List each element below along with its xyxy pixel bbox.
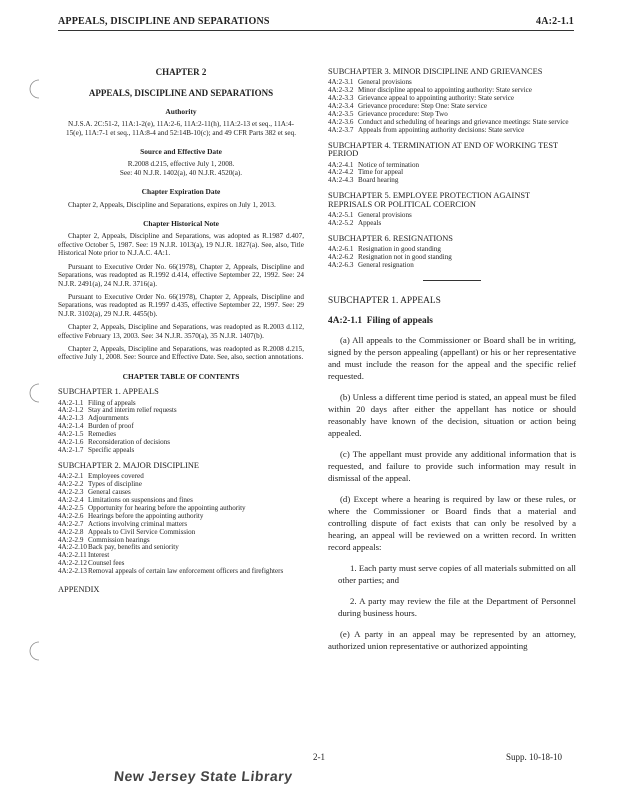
toc-number: 4A:2-6.3 xyxy=(328,261,354,270)
toc-number: 4A:2-2.11 xyxy=(58,551,87,560)
history-para: Chapter 2, Appeals, Discipline and Separations, was readopted as R.2008 d.215, effective July 1, 2008. See: Source and Effective Date. See, also, section annotations. xyxy=(58,344,304,362)
expiration-text: Chapter 2, Appeals, Discipline and Separations, expires on July 1, 2013. xyxy=(68,200,276,209)
running-header xyxy=(58,14,574,31)
chapter-label: CHAPTER 2 xyxy=(155,67,207,77)
toc-text: Actions involving criminal matters xyxy=(88,519,188,528)
page-number: 2-1 xyxy=(313,752,325,762)
authority-heading: Authority xyxy=(165,106,197,116)
toc-number: 4A:2-4.2 xyxy=(328,168,354,177)
history-heading: Chapter Historical Note xyxy=(143,219,219,229)
toc-text: Employees covered xyxy=(88,472,144,481)
toc-number: 4A:2-2.12 xyxy=(58,559,87,568)
toc-number: 4A:2-3.6 xyxy=(328,117,354,126)
toc-number: 4A:2-2.3 xyxy=(58,488,84,497)
toc-number: 4A:2-1.2 xyxy=(58,406,84,415)
header-title: APPEALS, DISCIPLINE AND SEPARATIONS xyxy=(58,16,270,27)
toc-number: 4A:2-2.1 xyxy=(58,472,84,481)
toc-number: 4A:2-1.4 xyxy=(58,422,84,431)
section-title: Filing of appeals xyxy=(366,316,433,327)
history-para: Pursuant to Executive Order No. 66(1978), Chapter 2, Appeals, Discipline and Separations, was readopted as R.1992 d.414, effective September 22, 1992. See: 24 N.J.R. 2491(a), 24 N.J.R. 3716(a). xyxy=(58,262,304,288)
chapter-title: APPEALS, DISCIPLINE AND SEPARATIONS xyxy=(88,88,274,99)
section-heading xyxy=(328,315,576,327)
toc-number: 4A:2-1.7 xyxy=(58,446,84,454)
toc-text: Minor discipline appeal to appointing authority: State service xyxy=(358,86,532,95)
toc-text: Remedies xyxy=(88,430,116,439)
history-para: Chapter 2, Appeals, Discipline and Separations, was adopted as R.1987 d.407, effective October 5, 1987. See: 19 N.J.R. 1013(a), 19 N.J.R. 1827(a). See, also, Title Historical Note prior to N.J.A.C. 4A:1. xyxy=(58,232,304,258)
toc-number: 4A:2-5.1 xyxy=(328,211,354,220)
toc-text: Conduct and scheduling of hearings and grievance meetings: State service xyxy=(358,117,569,126)
toc-number: 4A:2-2.9 xyxy=(58,535,84,544)
toc-text: Resignation not in good standing xyxy=(358,253,452,262)
toc-text: Commission hearings xyxy=(88,535,150,544)
body-subchapter-title: SUBCHAPTER 1. APPEALS xyxy=(328,296,441,307)
toc-text: Stay and interim relief requests xyxy=(88,406,177,415)
toc-text: Burden of proof xyxy=(88,422,134,431)
library-watermark: New Jersey State Library xyxy=(113,768,294,784)
toc-text: Grievance procedure: Step One: State service xyxy=(358,102,488,111)
toc-number: 4A:2-1.6 xyxy=(58,438,84,447)
toc-number: 4A:2-2.2 xyxy=(58,480,84,489)
toc-text: Appeals from appointing authority decisions: State service xyxy=(358,125,525,134)
toc-subchapter-title: SUBCHAPTER 1. APPEALS xyxy=(58,387,159,397)
source-line-2: See: 40 N.J.R. 1402(a), 40 N.J.R. 4520(a). xyxy=(119,168,243,177)
binder-hole-icon xyxy=(25,640,47,662)
binder-hole-icon xyxy=(25,78,47,100)
toc-text: Back pay, benefits and seniority xyxy=(88,543,179,552)
toc-number: 4A:2-2.5 xyxy=(58,503,84,512)
toc-number: 4A:2-3.1 xyxy=(328,78,354,87)
header-section: 4A:2-1.1 xyxy=(536,16,574,27)
toc-text: Board hearing xyxy=(358,176,399,185)
toc-number: 4A:2-3.4 xyxy=(328,102,354,111)
supplement-date: Supp. 10-18-10 xyxy=(506,752,562,762)
toc-entry[interactable] xyxy=(328,127,576,135)
toc-number: 4A:2-3.3 xyxy=(328,94,354,103)
toc-entry[interactable] xyxy=(328,220,576,228)
source-heading: Source and Effective Date xyxy=(140,147,222,157)
body-para: 1. Each party must serve copies of all materials submitted on all other parties; and xyxy=(338,563,576,586)
toc-number: 4A:2-2.10 xyxy=(58,543,87,552)
toc-number: 4A:2-6.2 xyxy=(328,253,354,262)
toc-text: Reconsideration of decisions xyxy=(88,438,170,447)
toc-appendix[interactable]: APPENDIX xyxy=(58,585,100,595)
toc-subchapter-title: SUBCHAPTER 3. MINOR DISCIPLINE AND GRIEVANCES xyxy=(328,67,543,76)
body-para: (e) A party in an appeal may be represented by an attorney, authorized union representative or authorized appointing xyxy=(328,629,576,652)
toc-text: Opportunity for hearing before the appointing authority xyxy=(88,503,246,512)
toc-number: 4A:2-3.2 xyxy=(328,86,354,95)
toc-subchapter-title: SUBCHAPTER 2. MAJOR DISCIPLINE xyxy=(58,460,199,470)
toc-number: 4A:2-2.8 xyxy=(58,527,84,536)
toc-text: Filing of appeals xyxy=(88,398,136,407)
toc-entry[interactable] xyxy=(328,262,576,270)
body-para: (c) The appellant must provide any additional information that is requested, and failure to provide such information may result in dismissal of the appeal. xyxy=(328,449,576,484)
toc-text: Interest xyxy=(88,551,110,560)
toc-entry[interactable] xyxy=(328,177,576,185)
body-para: (b) Unless a different time period is stated, an appeal must be filed within 20 days after either the appellant has notice or should reasonably have known of the decision, situation or action being appealed. xyxy=(328,392,576,439)
toc-number: 4A:2-5.2 xyxy=(328,219,354,227)
toc-text: Hearings before the appointing authority xyxy=(88,511,204,520)
toc-number: 4A:2-2.13 xyxy=(58,567,87,576)
toc-text: Appeals xyxy=(358,219,382,227)
toc-subchapter-title: SUBCHAPTER 4. TERMINATION AT END OF WORKING TEST PERIOD xyxy=(328,140,559,159)
toc-text: Grievance appeal to appointing authority: State service xyxy=(358,94,515,103)
toc-number: 4A:2-3.7 xyxy=(328,125,354,134)
body-para: (d) Except where a hearing is required by law or these rules, or where the Commissioner or Board finds that a material and controlling dispute of fact exists that can only be resolved by a hearing, an appeal will be reviewed on a written record. In written record appeals: xyxy=(328,494,576,553)
toc-entry[interactable] xyxy=(58,447,304,455)
toc-text: Counsel fees xyxy=(88,559,125,568)
left-column xyxy=(58,68,304,598)
toc-number: 4A:2-4.3 xyxy=(328,176,354,185)
body-para: 2. A party may review the file at the Department of Personnel during business hours. xyxy=(338,596,576,619)
toc-number: 4A:2-6.1 xyxy=(328,245,354,254)
toc-number: 4A:2-1.1 xyxy=(58,398,84,407)
toc-subchapter-title: SUBCHAPTER 5. EMPLOYEE PROTECTION AGAINST REPRISALS OR POLITICAL COERCION xyxy=(328,191,531,209)
toc-number: 4A:2-2.4 xyxy=(58,496,84,505)
toc-number: 4A:2-2.6 xyxy=(58,511,84,520)
toc-text: Resignation in good standing xyxy=(358,245,441,254)
toc-title: CHAPTER TABLE OF CONTENTS xyxy=(122,371,240,381)
toc-text: General provisions xyxy=(358,78,412,87)
toc-subchapter-title: SUBCHAPTER 6. RESIGNATIONS xyxy=(328,233,453,243)
toc-text: Specific appeals xyxy=(88,446,135,454)
toc-number: 4A:2-4.1 xyxy=(328,160,354,169)
toc-text: Time for appeal xyxy=(358,168,404,177)
toc-text: General resignation xyxy=(358,261,414,270)
toc-number: 4A:2-1.3 xyxy=(58,414,84,423)
toc-text: Grievance procedure: Step Two xyxy=(358,110,448,119)
expiration-heading: Chapter Expiration Date xyxy=(141,187,221,197)
authority-text: N.J.S.A. 2C:51-2, 11A:1-2(e), 11A:2-6, 11A:2-11(h), 11A:2-13 et seq., 11A:4-15(e), 11A:7-1 et seq., 11A:8-4 and 52:14B-10(c); and 49 CFR Parts 382 et seq. xyxy=(65,120,297,137)
toc-text: Types of discipline xyxy=(88,480,142,489)
right-column xyxy=(328,68,576,661)
history-para: Pursuant to Executive Order No. 66(1978), Chapter 2, Appeals, Discipline and Separations, was readopted as R.1997 d.435, effective September 22, 1997. See: 29 N.J.R. 3102(a), 29 N.J.R. 4455(b). xyxy=(58,292,304,318)
toc-text: General provisions xyxy=(358,211,412,220)
toc-entry[interactable] xyxy=(58,568,304,576)
toc-number: 4A:2-1.5 xyxy=(58,430,84,439)
section-divider xyxy=(423,280,481,281)
toc-text: Removal appeals of certain law enforcement officers and firefighters xyxy=(88,567,284,576)
section-number: 4A:2-1.1 xyxy=(328,316,363,327)
body-para: (a) All appeals to the Commissioner or Board shall be in writing, signed by the person appealing (appellant) or his or her representative and must include the reason for the appeal and the specific relief requested. xyxy=(328,335,576,382)
toc-number: 4A:2-3.5 xyxy=(328,110,354,119)
toc-text: Limitations on suspensions and fines xyxy=(88,496,193,505)
toc-text: Adjournments xyxy=(88,414,129,423)
toc-text: Appeals to Civil Service Commission xyxy=(88,527,196,536)
history-para: Chapter 2, Appeals, Discipline and Separations, was readopted as R.2003 d.112, effective February 13, 2003. See: 34 N.J.R. 3570(a), 35 N.J.R. 1407(b). xyxy=(58,323,304,340)
rule-body xyxy=(328,295,576,652)
toc-number: 4A:2-2.7 xyxy=(58,519,84,528)
source-line-1: R.2008 d.215, effective July 1, 2008. xyxy=(127,160,235,169)
binder-hole-icon xyxy=(25,382,47,404)
toc-text: Notice of termination xyxy=(358,160,420,169)
toc-text: General causes xyxy=(88,488,131,497)
